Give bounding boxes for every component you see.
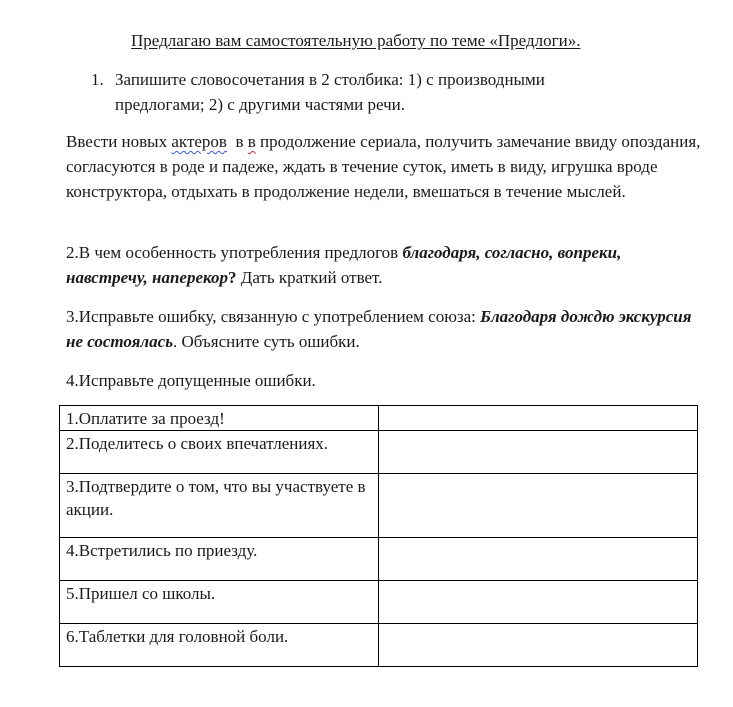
task-3-period: . [172,332,178,351]
task-3-sentence: Благодаря дождю экскурсия не состоялась [66,307,692,351]
table-row [60,538,698,581]
task-1-phrases [66,129,706,204]
table-row [60,431,698,474]
task-1 [91,67,651,117]
task-3-prefix: 3.Исправьте ошибку, связанную с употреблением союза: [66,307,481,326]
task-1-instruction: Запишите словосочетания в 2 столбика: 1) с производными предлогами; 2) с другими частями речи. [115,70,545,114]
error-cell: 2.Поделитесь о своих впечатлениях. [60,431,379,474]
error-cell: 5.Пришел со школы. [60,581,379,624]
error-cell: 6.Таблетки для головной боли. [60,624,379,667]
error-cell: 3.Подтвердите о том, что вы участвуете в акции. [60,474,379,538]
task-2-prepositions: благодаря, согласно, вопреки, навстречу, наперекор [66,243,622,287]
spellcheck-flagged-word: актеров [171,132,227,151]
task-1-number: 1. [91,70,104,89]
task-2-question-mark: ? [227,268,237,287]
answer-cell[interactable] [379,624,698,667]
table-row [60,474,698,538]
corrections-table [59,405,698,667]
phrases-start: Ввести новых [66,132,172,151]
task-2-prefix: 2.В чем особенность употребления предлогов [66,243,403,262]
task-2-suffix: Дать краткий ответ. [236,268,383,287]
task-4: 4.Исправьте допущенные ошибки. [66,371,316,390]
spellcheck-flagged-word-2: в [247,132,256,151]
phrases-rest: продолжение сериала, получить замечание ввиду опоздания, согласуются в роде и падеже, ждать в течение суток, иметь в виду, игрушка вроде конструктора, отдыхать в продолжение недели, вмешаться в течение мыслей. [66,132,701,201]
task-3-suffix: Объясните суть ошибки. [177,332,360,351]
answer-cell[interactable] [379,538,698,581]
answer-cell[interactable] [379,474,698,538]
task-2 [66,240,706,290]
answer-cell[interactable] [379,431,698,474]
phrases-gap: в [226,132,248,151]
table-row [60,406,698,431]
page-title: Предлагаю вам самостоятельную работу по теме «Предлоги». [131,31,581,50]
table-row [60,581,698,624]
answer-cell[interactable] [379,581,698,624]
table-row [60,624,698,667]
task-3 [66,304,706,354]
error-cell: 4.Встретились по приезду. [60,538,379,581]
error-cell: 1.Оплатите за проезд! [60,406,379,431]
answer-cell[interactable] [379,406,698,431]
